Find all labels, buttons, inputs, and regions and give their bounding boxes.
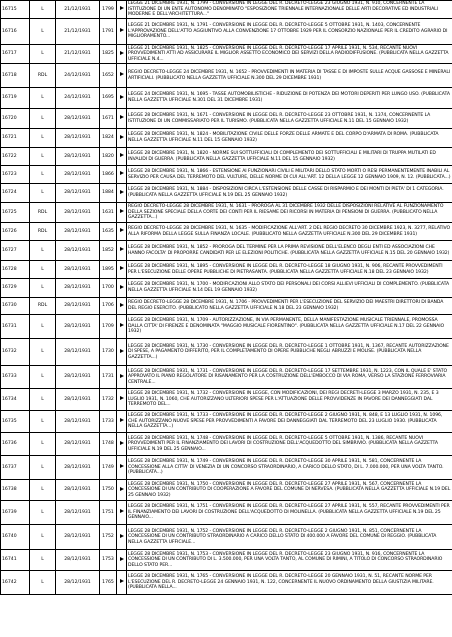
arrow-right-icon xyxy=(120,487,124,491)
record-description: LEGGE 28 DICEMBRE 1931, N. 1852 - PROROGA DEL TERMINE PER LA PRIMA REVISIONE DELL'ELENCO DEGLI ENTI ED ASSOCIAZIONI CHE HANNO FACOLTA' DI PROPORRE CANDIDATI PER LE ELEZIONI POLITICHE. (PUBBLICATA NELLA GAZZETTA UFFICIALE N.15 DEL 20 GENNAIO 1932) xyxy=(127,241,452,261)
record-description: REGIO DECRETO-LEGGE 28 DICEMBRE 1931, N. 1631 - PROROGA AL 31 DICEMBRE 1932 DELLE DISPOSIZIONI RELATIVE AL FUNZIONAMENTO DELLA SEZIONE SPECIALE DELLA CORTE DEI CONTI PER IL RIESAME DEI RICORSI IN MATERIA DI PENSIONI DI GUERRA. (PUBBLICATO NELLA GAZZETTA...) xyxy=(127,203,452,223)
arrow-right-icon xyxy=(120,266,124,270)
record-date: 28/12/1931 xyxy=(56,411,100,433)
record-code: 1753 xyxy=(100,550,117,571)
row-arrow-icon xyxy=(117,1,127,19)
record-code: 1752 xyxy=(100,525,117,550)
row-arrow-icon xyxy=(117,501,127,525)
record-type: L xyxy=(30,19,56,45)
arrow-right-icon xyxy=(120,228,124,232)
record-type: L xyxy=(30,45,56,64)
record-type: L xyxy=(30,411,56,433)
record-description: LEGGE 28 DICEMBRE 1931, N. 1730 - CONVERSIONE IN LEGGE DEL R. DECRETO-LEGGE 1 OTTOBRE 1931, N. 1367, RECANTE AUTORIZZAZIONE DI SPESE, A PAGAMENTO DIFFERITO, PER IL COMPLETAMENTO DI OPERE PUBBLICHE NEGLI ABRUZZI E MOLISE. (PUBBLICATA NELLA GAZZETTA...) xyxy=(127,339,452,366)
record-number: 16734 xyxy=(1,389,30,411)
record-date: 28/12/1931 xyxy=(56,315,100,339)
record-type: L xyxy=(30,339,56,366)
table-row xyxy=(1,19,452,45)
arrow-right-icon xyxy=(120,349,124,353)
arrow-right-icon xyxy=(120,396,124,400)
arrow-right-icon xyxy=(120,72,124,76)
record-number: 16717 xyxy=(1,45,30,64)
record-code: 1635 xyxy=(100,223,117,241)
record-type: L xyxy=(30,279,56,298)
record-code: 1748 xyxy=(100,433,117,456)
record-type: L xyxy=(30,184,56,203)
record-number: 16724 xyxy=(1,184,30,203)
table-row xyxy=(1,261,452,279)
record-type: L xyxy=(30,366,56,389)
record-code: 1866 xyxy=(100,166,117,184)
row-arrow-icon xyxy=(117,129,127,148)
record-description: LEGGE 28 DICEMBRE 1931, N. 1866 - ESTENSIONE AI FUNZIONARI CIVILI E MILITARI DELLO STATO MORTI O RESI PERMANENTEMENTE INABILI AL SERVIZIO PER CAUSA DEL TERREMOTO DEL VULTURE, DELLE NORME DI CUI ALL'ART. 12 DELLA LEGGE 12 GENNAIO 1909, N. 12. (PUBBLICATA...) xyxy=(127,166,452,184)
row-arrow-icon xyxy=(117,109,127,129)
record-type: L xyxy=(30,525,56,550)
record-date: 21/12/1931 xyxy=(56,19,100,45)
record-date: 28/12/1931 xyxy=(56,339,100,366)
record-type: L xyxy=(30,261,56,279)
record-type: L xyxy=(30,166,56,184)
record-date: 24/12/1931 xyxy=(56,64,100,88)
record-number: 16738 xyxy=(1,480,30,501)
arrow-right-icon xyxy=(120,464,124,468)
record-description: LEGGE 28 DICEMBRE 1931, N. 1751 - CONVERSIONE IN LEGGE DEL R. DECRETO-LEGGE 27 APRILE 1931, N. 557, RECANTE PROVVEDIMENTI PER IL FINANZIAMENTO DEI LAVORI DI COSTRUZIONE DELL'ACQUEDOTTO DI MOLINELLA. (PUBBLICATA NELLA GAZZETTA UFFICIALE N.19 DEL 25 GENNAIO... xyxy=(127,501,452,525)
record-code: 1799 xyxy=(100,1,117,19)
record-number: 16740 xyxy=(1,525,30,550)
record-code: 1765 xyxy=(100,571,117,595)
record-number: 16733 xyxy=(1,366,30,389)
row-arrow-icon xyxy=(117,19,127,45)
record-number: 16721 xyxy=(1,129,30,148)
record-code: 1884 xyxy=(100,184,117,203)
table-row xyxy=(1,88,452,109)
record-type: L xyxy=(30,571,56,595)
record-description: LEGGE 28 DICEMBRE 1931, N. 1824 - MOBILITAZIONE CIVILE DELLE FORZE DELLE ARMATE E DEL CORPO D'ARMATA DI ROMA. (PUBBLICATA NELLA GAZZETTA UFFICIALE N.11 DEL 15 GENNAIO 1932) xyxy=(127,129,452,148)
arrow-right-icon xyxy=(120,285,124,289)
record-description: LEGGE 28 DICEMBRE 1931, N. 1895 - CONVERSIONE IN LEGGE DEL R. DECRETO-LEGGE 18 GIUGNO 1931, N. 906, RECANTE PROVVEDIMENTI PER L'ESECUZIONE DELLE OPERE PUBBLICHE DI PIETRASANTA. (PUBBLICATA NELLA GAZZETTA UFFICIALE N.18 DEL 23 GENNAIO 1932) xyxy=(127,261,452,279)
record-description: LEGGE 28 DICEMBRE 1931, N. 1765 - CONVERSIONE IN LEGGE DEL R. DECRETO-LEGGE 20 GENNAIO 1931, N. 51, RECANTE NORME PER L'ESECUZIONE DEL R. DECRETO-LEGGE 24 GENNAIO 1931, N. 122, CONCERNENTE IL NUOVO ORDINAMENTO DELLA GIUSTIZIA MILITARE. (PUBBLICATA NELLA... xyxy=(127,571,452,595)
record-number: 16732 xyxy=(1,339,30,366)
arrow-right-icon xyxy=(120,418,124,422)
record-type: L xyxy=(30,433,56,456)
record-date: 28/12/1931 xyxy=(56,550,100,571)
record-code: 1895 xyxy=(100,261,117,279)
arrow-right-icon xyxy=(120,51,124,55)
record-code: 1695 xyxy=(100,88,117,109)
arrow-right-icon xyxy=(120,374,124,378)
table-row xyxy=(1,315,452,339)
record-type: RDL xyxy=(30,64,56,88)
record-type: RDL xyxy=(30,298,56,315)
table-row xyxy=(1,223,452,241)
records-body xyxy=(1,1,452,595)
record-description: LEGGE 28 DICEMBRE 1931, N. 1671 - CONVERSIONE IN LEGGE DEL R. DECRETO-LEGGE 23 OTTOBRE 1931, N. 1374, CONCERNENTE LA ISTITUZIONE DI UN COMMISSARIATO PER IL TURISMO. (PUBBLICATA NELLA GAZZETTA UFFICIALE N.11 DEL 15 GENNAIO 1932) xyxy=(127,109,452,129)
record-number: 16736 xyxy=(1,433,30,456)
table-row xyxy=(1,166,452,184)
row-arrow-icon xyxy=(117,261,127,279)
record-code: 1700 xyxy=(100,279,117,298)
record-code: 1749 xyxy=(100,456,117,480)
record-type: L xyxy=(30,1,56,19)
record-date: 28/12/1931 xyxy=(56,129,100,148)
record-number: 16720 xyxy=(1,109,30,129)
row-arrow-icon xyxy=(117,298,127,315)
record-date: 28/12/1931 xyxy=(56,298,100,315)
record-description: LEGGE 28 DICEMBRE 1931, N. 1700 - MODIFICAZIONI ALLO STATO DEI PERSONALI DEI CORSI ALLIEVI UFFICIALI DI COMPLEMENTO. (PUBBLICATA NELLA GAZZETTA UFFICIALE N.14 DEL 19 GENNAIO 1932) xyxy=(127,279,452,298)
table-row xyxy=(1,480,452,501)
arrow-right-icon xyxy=(120,95,124,99)
record-number: 16716 xyxy=(1,19,30,45)
record-type: L xyxy=(30,109,56,129)
arrow-right-icon xyxy=(120,190,124,194)
record-date: 28/12/1931 xyxy=(56,366,100,389)
record-code: 1751 xyxy=(100,501,117,525)
arrow-right-icon xyxy=(120,441,124,445)
record-date: 28/12/1931 xyxy=(56,166,100,184)
record-description: LEGGE 21 DICEMBRE 1931, N. 1791 - CONVERSIONE IN LEGGE DEL R. DECRETO-LEGGE 5 OTTOBRE 1931, N. 1403, CONCERNENTE L'APPROVAZIONE DELL'ATTO AGGIUNTIVO ALLA CONVENZIONE 17 OTTOBRE 1929 PER IL CONSORZIO NAZIONALE PER IL CREDITO AGRARIO DI MIGLIORAMENTO... xyxy=(127,19,452,45)
table-row xyxy=(1,339,452,366)
record-number: 16729 xyxy=(1,279,30,298)
record-description: LEGGE 28 DICEMBRE 1931, N. 1731 - CONVERSIONE IN LEGGE DEL R. DECRETO-LEGGE 17 SETTEMBRE 1931, N. 1223, CON IL QUALE E' STATO APPROVATO IL PIANO REGOLATORE DI RISANAMENTO PER LA COSTRUZIONE DELL'EMBOCCO DI VIA ROMA, VERSO LA STAZIONE FERROVIARIA CENTRALE... xyxy=(127,366,452,389)
record-number: 16718 xyxy=(1,64,30,88)
record-code: 1709 xyxy=(100,315,117,339)
record-number: 16719 xyxy=(1,88,30,109)
record-type: L xyxy=(30,550,56,571)
record-date: 28/12/1931 xyxy=(56,279,100,298)
row-arrow-icon xyxy=(117,389,127,411)
table-row xyxy=(1,279,452,298)
record-type: L xyxy=(30,389,56,411)
row-arrow-icon xyxy=(117,203,127,223)
row-arrow-icon xyxy=(117,525,127,550)
record-description: REGIO DECRETO-LEGGE 28 DICEMBRE 1931, N. 1706 - PROVVEDIMENTI PER L'ESECUZIONE DEL SERVIZIO DEI MAESTRI DIRETTORI DI BANDA DEL REGIO ESERCITO. (PUBBLICATO NELLA GAZZETTA UFFICIALE N.18 DEL 23 GENNAIO 1932) xyxy=(127,298,452,315)
record-date: 28/12/1931 xyxy=(56,241,100,261)
row-arrow-icon xyxy=(117,339,127,366)
record-type: L xyxy=(30,456,56,480)
record-date: 28/12/1931 xyxy=(56,261,100,279)
arrow-right-icon xyxy=(120,115,124,119)
table-row xyxy=(1,366,452,389)
arrow-right-icon xyxy=(120,323,124,327)
arrow-right-icon xyxy=(120,509,124,513)
table-row xyxy=(1,550,452,571)
record-description: LEGGE 28 DICEMBRE 1931, N. 1820 - NORME SUI SOTTUFFICIALI DI COMPLEMENTO DEI SOTTUFFICIALI E MILITARI DI TRUPPA MUTILATI ED INVALIDI DI GUERRA. (PUBBLICATA NELLA GAZZETTA UFFICIALE N.11 DEL 15 GENNAIO 1932) xyxy=(127,148,452,166)
record-code: 1750 xyxy=(100,480,117,501)
record-description: LEGGE 28 DICEMBRE 1931, N. 1709 - AUTORIZZAZIONE, IN VIA PERMANENTE, DELLA MANIFESTAZIONE MUSICALE TRIENNALE, PROMOSSA DALLA CITTA' DI FIRENZE E DENOMINATA "MAGGIO MUSICALE FIORENTINO". (PUBBLICATA NELLA GAZZETTA UFFICIALE N.17 DEL 22 GENNAIO 1932) xyxy=(127,315,452,339)
record-description: LEGGE 28 DICEMBRE 1931, N. 1750 - CONVERSIONE IN LEGGE DEL R. DECRETO-LEGGE 27 APRILE 1931, N. 567, CONCERNENTE LA CONCESSIONE DI UN CONTRIBUTO DI COOPERAZIONE A FAVORE DEL COMUNE DI NERVESA. (PUBBLICATA NELLA GAZZETTA UFFICIALE N.19 DEL 25 GENNAIO 1932) xyxy=(127,480,452,501)
row-arrow-icon xyxy=(117,456,127,480)
table-row xyxy=(1,411,452,433)
table-row xyxy=(1,433,452,456)
record-date: 28/12/1931 xyxy=(56,501,100,525)
arrow-right-icon xyxy=(120,579,124,583)
arrow-right-icon xyxy=(120,557,124,561)
record-code: 1733 xyxy=(100,411,117,433)
row-arrow-icon xyxy=(117,64,127,88)
record-type: L xyxy=(30,480,56,501)
row-arrow-icon xyxy=(117,480,127,501)
row-arrow-icon xyxy=(117,315,127,339)
table-row xyxy=(1,129,452,148)
record-code: 1652 xyxy=(100,64,117,88)
record-description: LEGGE 28 DICEMBRE 1931, N. 1884 - DISPOSIZIONI CIRCA L'ESTENSIONE DELLE CASSE DI RISPARMIO E DEI MONTI DI PIETA' DI 1 CATEGORIA. (PUBBLICATA NELLA GAZZETTA UFFICIALE N.19 DEL 25 GENNAIO 1932) xyxy=(127,184,452,203)
record-type: L xyxy=(30,241,56,261)
arrow-right-icon xyxy=(120,534,124,538)
record-code: 1824 xyxy=(100,129,117,148)
row-arrow-icon xyxy=(117,433,127,456)
record-type: L xyxy=(30,129,56,148)
record-description: LEGGE 28 DICEMBRE 1931, N. 1749 - CONVERSIONE IN LEGGE DEL R. DECRETO-LEGGE 30 APRILE 1931, N. 581, CONCERNENTE LA CONCESSIONE ALLA CITTA' DI VENEZIA DI UN CONCORSO STRAORDINARIO, A CARICO DELLO STATO, DI L. 7.000.000, PER UNA VOLTA TANTO. (PUBBLICATA...) xyxy=(127,456,452,480)
row-arrow-icon xyxy=(117,279,127,298)
record-number: 16728 xyxy=(1,261,30,279)
record-type: L xyxy=(30,315,56,339)
row-arrow-icon xyxy=(117,411,127,433)
record-date: 28/12/1931 xyxy=(56,433,100,456)
record-description: LEGGE 28 DICEMBRE 1931, N. 1732 - CONVERSIONE IN LEGGE, CON MODIFICAZIONI, DEI REGI DECRETI-LEGGE 3 MARZO 1931, N. 235, E 3 LUGLIO 1931, N. 1060, CHE AUTORIZZANO ULTERIORI SPESE PER L'ATTUAZIONE DELLE PROVVIDENZE IN FAVORE DEI DANNEGGIATI DAL TERREMOTO DEL... xyxy=(127,389,452,411)
record-description: LEGGE 28 DICEMBRE 1931, N. 1748 - CONVERSIONE IN LEGGE DEL R. DECRETO-LEGGE 5 OTTOBRE 1931, N. 1386, RECANTE NUOVI PROVVEDIMENTI PER IL FINANZIAMENTO DEI LAVORI DI COSTRUZIONE DELL'ACQUEDOTTO DEL SIMBRIVIO. (PUBBLICATA NELLA GAZZETTA UFFICIALE N.19 DEL 25 GENNAIO... xyxy=(127,433,452,456)
record-number: 16741 xyxy=(1,550,30,571)
table-row xyxy=(1,298,452,315)
record-number: 16735 xyxy=(1,411,30,433)
record-code: 1631 xyxy=(100,203,117,223)
table-row xyxy=(1,148,452,166)
record-number: 16727 xyxy=(1,241,30,261)
row-arrow-icon xyxy=(117,550,127,571)
record-number: 16731 xyxy=(1,315,30,339)
record-number: 16742 xyxy=(1,571,30,595)
record-date: 28/12/1931 xyxy=(56,480,100,501)
table-row xyxy=(1,1,452,19)
record-number: 16722 xyxy=(1,148,30,166)
record-date: 28/12/1931 xyxy=(56,456,100,480)
row-arrow-icon xyxy=(117,148,127,166)
record-number: 16726 xyxy=(1,223,30,241)
record-number: 16730 xyxy=(1,298,30,315)
record-description: REGIO DECRETO-LEGGE 28 DICEMBRE 1931, N. 1635 - MODIFICAZIONE ALL'ART. 2 DEL REGIO DECRETO 30 DICEMBRE 1923, N. 3277, RELATIVO ALLA RIFORMA DELLA LEGGE SULLA FINANZA LOCALE. (PUBBLICATO NELLA GAZZETTA UFFICIALE N.300 DEL 29 DICEMBRE 1931) xyxy=(127,223,452,241)
table-row xyxy=(1,64,452,88)
table-row xyxy=(1,456,452,480)
record-number: 16739 xyxy=(1,501,30,525)
record-type: L xyxy=(30,88,56,109)
row-arrow-icon xyxy=(117,184,127,203)
record-number: 16737 xyxy=(1,456,30,480)
row-arrow-icon xyxy=(117,241,127,261)
record-date: 28/12/1931 xyxy=(56,109,100,129)
record-date: 21/12/1931 xyxy=(56,45,100,64)
record-number: 16723 xyxy=(1,166,30,184)
table-row xyxy=(1,571,452,595)
table-row xyxy=(1,501,452,525)
row-arrow-icon xyxy=(117,571,127,595)
record-code: 1732 xyxy=(100,389,117,411)
record-date: 28/12/1931 xyxy=(56,184,100,203)
record-type: RDL xyxy=(30,203,56,223)
record-code: 1820 xyxy=(100,148,117,166)
record-date: 21/12/1931 xyxy=(56,1,100,19)
record-date: 28/12/1931 xyxy=(56,389,100,411)
record-code: 1730 xyxy=(100,339,117,366)
arrow-right-icon xyxy=(120,209,124,213)
record-description: LEGGE 21 DICEMBRE 1931, N. 1825 - CONVERSIONE IN LEGGE DEL R. DECRETO-LEGGE 17 APRILE 1931, N. 534, RECANTE NUOVI PROVVEDIMENTI ATTI AD ASSICURARE IL MIGLIOR ASSETTO ECONOMICO DEI SERVIZI DELLA RADIODIFFUSIONE. (PUBBLICATA NELLA GAZZETTA UFFICIALE N.4... xyxy=(127,45,452,64)
record-type: RDL xyxy=(30,223,56,241)
table-row xyxy=(1,109,452,129)
record-code: 1671 xyxy=(100,109,117,129)
table-row xyxy=(1,241,452,261)
record-type: L xyxy=(30,148,56,166)
record-number: 16715 xyxy=(1,1,30,19)
table-row xyxy=(1,184,452,203)
record-description: LEGGE 28 DICEMBRE 1931, N. 1752 - CONVERSIONE IN LEGGE DEL R. DECRETO-LEGGE 2 GIUGNO 1931, N. 851, CONCERNENTE LA CONCESSIONE DI UN CONTRIBUTO STRAORDINARIO A CARICO DELLO STATO DI 400.000 A FAVORE DEL COMUNE DI REGGIO. (PUBBLICATA NELLA GAZZETTA UFFICIALE... xyxy=(127,525,452,550)
arrow-right-icon xyxy=(120,153,124,157)
row-arrow-icon xyxy=(117,166,127,184)
record-code: 1825 xyxy=(100,45,117,64)
record-type: L xyxy=(30,501,56,525)
record-date: 28/12/1931 xyxy=(56,203,100,223)
record-date: 28/12/1931 xyxy=(56,571,100,595)
row-arrow-icon xyxy=(117,88,127,109)
record-date: 28/12/1931 xyxy=(56,223,100,241)
row-arrow-icon xyxy=(117,366,127,389)
arrow-right-icon xyxy=(120,247,124,251)
table-row xyxy=(1,525,452,550)
row-arrow-icon xyxy=(117,45,127,64)
table-row xyxy=(1,45,452,64)
record-code: 1706 xyxy=(100,298,117,315)
arrow-right-icon xyxy=(120,171,124,175)
arrow-right-icon xyxy=(120,28,124,32)
row-arrow-icon xyxy=(117,223,127,241)
record-description: LEGGE 28 DICEMBRE 1931, N. 1733 - CONVERSIONE IN LEGGE DEL R. DECRETO-LEGGE 2 GIUGNO 1931, N. 848, E 13 LUGLIO 1931, N. 1096, CHE AUTORIZZANO NUOVE SPESE PER PROVVEDIMENTI A FAVORE DEI DANNEGGIATI DAL TERREMOTO DEL 23 LUGLIO 1930. (PUBBLICATA NELLA GAZZETTA...) xyxy=(127,411,452,433)
record-date: 28/12/1931 xyxy=(56,525,100,550)
record-code: 1731 xyxy=(100,366,117,389)
record-date: 28/12/1931 xyxy=(56,148,100,166)
arrow-right-icon xyxy=(120,6,124,10)
record-description: REGIO DECRETO-LEGGE 24 DICEMBRE 1931, N. 1652 - PROVVEDIMENTI IN MATERIA DI TASSE E DI IMPOSTE SULLE ACQUE GASSOSE E MINERALI ARTIFICIALI. (PUBBLICATO NELLA GAZZETTA UFFICIALE N.300 DEL 29 DICEMBRE 1931) xyxy=(127,64,452,88)
record-description: LEGGE 21 DICEMBRE 1931, N. 1799 - CONVERSIONE IN LEGGE DEL R. DECRETO-LEGGE 23 GIUGNO 1931, N. 910, CONCERNENTE LA ISTITUZIONE DI UN ENTE AUTONOMO DENOMINATO "ESPOSIZIONE TRIENNALE INTERNAZIONALE DELLE ARTI DECORATIVE ED INDUSTRIALI MODERNE E DELL'ARCHITETTURA..." xyxy=(127,1,452,19)
record-code: 1791 xyxy=(100,19,117,45)
record-description: LEGGE 24 DICEMBRE 1931, N. 1695 - TASSE AUTOMOBILISTICHE - RIDUZIONE DI POTENZA DEI MOTORI DEPERITI PER LUNGO USO. (PUBBLICATA NELLA GAZZETTA UFFICIALE N.301 DEL 31 DICEMBRE 1931) xyxy=(127,88,452,109)
record-number: 16725 xyxy=(1,203,30,223)
table-row xyxy=(1,389,452,411)
record-date: 24/12/1931 xyxy=(56,88,100,109)
arrow-right-icon xyxy=(120,303,124,307)
record-code: 1852 xyxy=(100,241,117,261)
record-description: LEGGE 28 DICEMBRE 1931, N. 1753 - CONVERSIONE IN LEGGE DEL R. DECRETO-LEGGE 23 GIUGNO 1931, N. 916, CONCERNENTE LA CONCESSIONE DI UN CONTRIBUTO DI L. 3.500.000, PER UNA VOLTA TANTO, AL COMUNE DI RIMINI, A TITOLO DI CONCORSO STRAORDINARIO DELLO STATO PER... xyxy=(127,550,452,571)
table-row xyxy=(1,203,452,223)
arrow-right-icon xyxy=(120,135,124,139)
